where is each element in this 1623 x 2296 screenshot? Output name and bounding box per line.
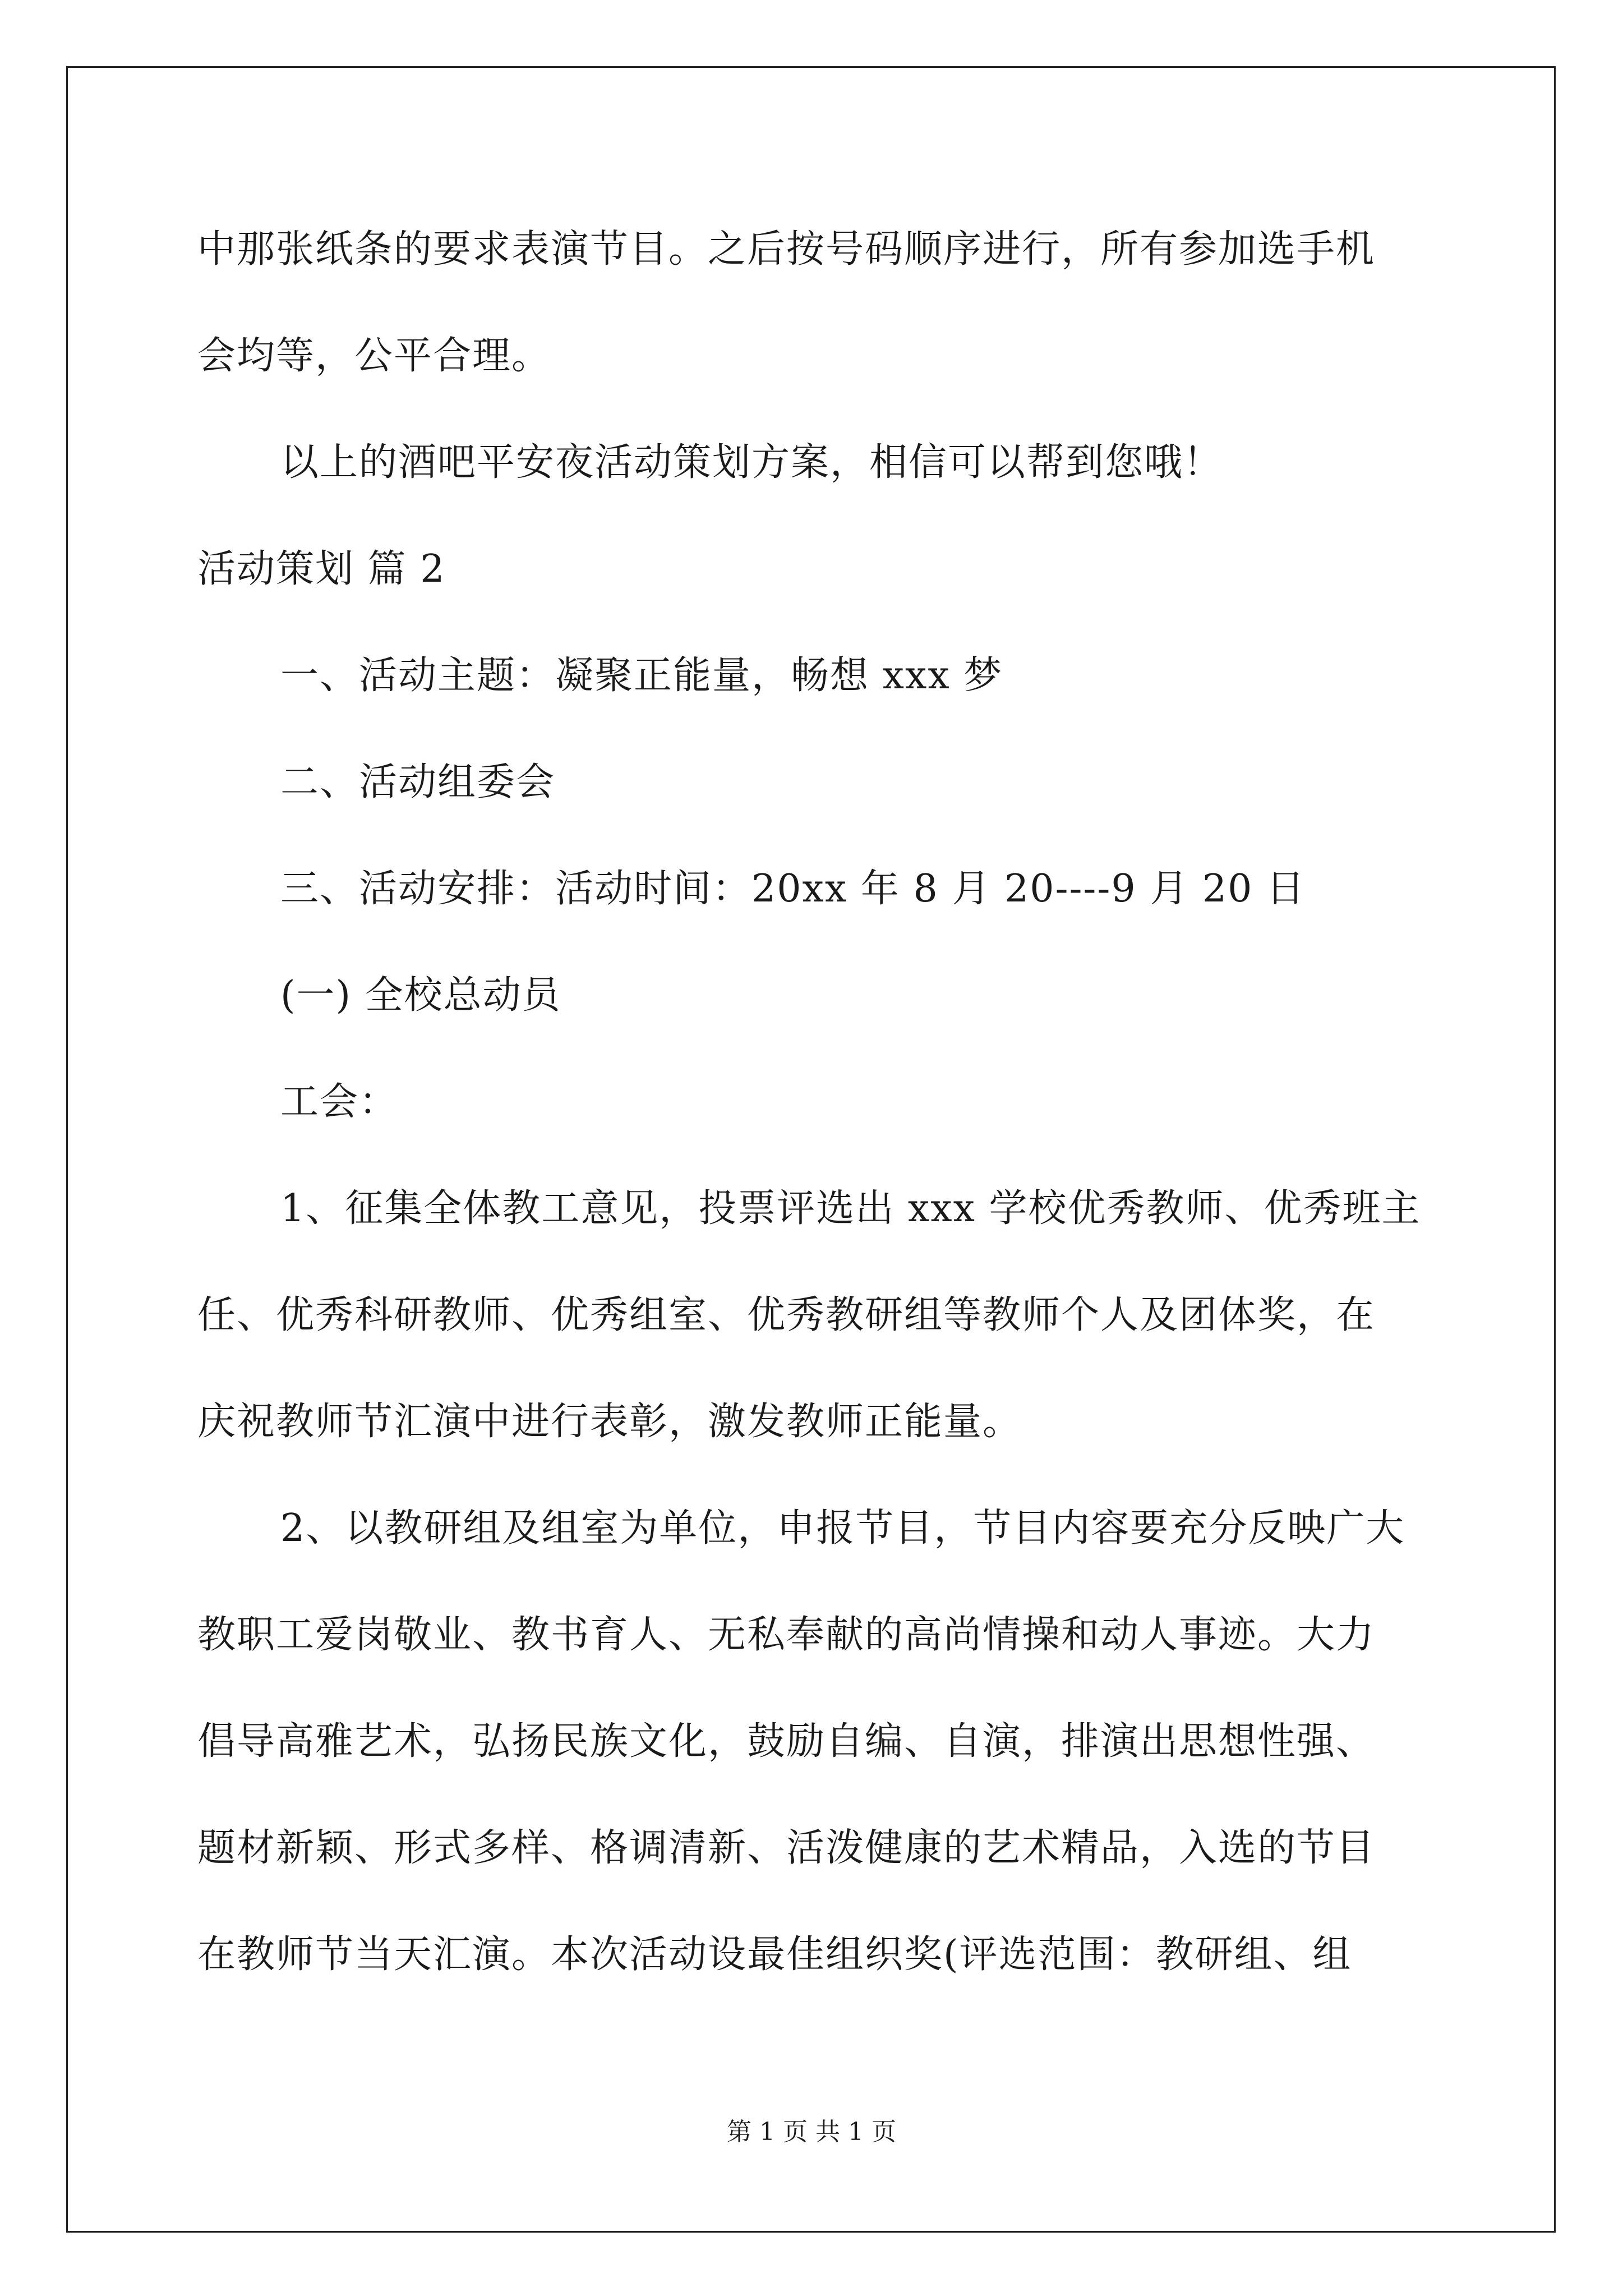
paragraph-line: 庆祝教师节汇演中进行表彰，激发教师正能量。 [197,1400,1022,1444]
paragraph-line: 1、征集全体教工意见，投票评选出 xxx 学校优秀教师、优秀班主 [280,1186,1421,1231]
paragraph-line: 会均等，公平合理。 [197,334,551,378]
paragraph-line: 三、活动安排：活动时间：20xx 年 8 月 20----9 月 20 日 [280,867,1306,911]
paragraph-line: 二、活动组委会 [280,760,556,804]
paragraph-line: 题材新颖、形式多样、格调清新、活泼健康的艺术精品，入选的节目 [197,1826,1376,1870]
section-heading: 活动策划 篇 2 [197,547,446,591]
paragraph-line: 工会： [280,1080,399,1124]
page-footer: 第 1 页 共 1 页 [727,2118,896,2146]
page-border [66,66,1556,2233]
paragraph-line: 2、以教研组及组室为单位，申报节目，节目内容要充分反映广大 [280,1506,1405,1550]
paragraph-line: 以上的酒吧平安夜活动策划方案，相信可以帮到您哦！ [280,440,1223,485]
paragraph-line: 一、活动主题：凝聚正能量，畅想 xxx 梦 [280,654,1003,698]
paragraph-line: 中那张纸条的要求表演节目。之后按号码顺序进行，所有参加选手机 [197,227,1376,272]
paragraph-line: 任、优秀科研教师、优秀组室、优秀教研组等教师个人及团体奖，在 [197,1293,1376,1337]
paragraph-line: 教职工爱岗敬业、教书育人、无私奉献的高尚情操和动人事迹。大力 [197,1613,1376,1657]
paragraph-line: 在教师节当天汇演。本次活动设最佳组织奖(评选范围：教研组、组 [197,1932,1352,1977]
paragraph-line: (一) 全校总动员 [280,973,561,1018]
paragraph-line: 倡导高雅艺术，弘扬民族文化，鼓励自编、自演，排演出思想性强、 [197,1719,1376,1764]
